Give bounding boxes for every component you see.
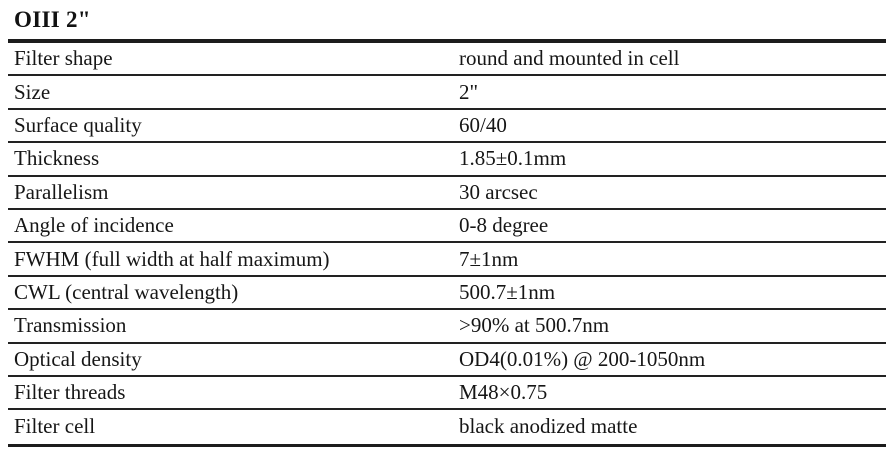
page-title: OIII 2": [14, 7, 91, 32]
spec-value: 2": [459, 79, 479, 104]
spec-label: CWL (central wavelength): [14, 279, 239, 304]
spec-label: Filter cell: [14, 414, 96, 439]
spec-value: 7±1nm: [459, 246, 519, 271]
spec-value: OD4(0.01%) @ 200-1050nm: [459, 346, 706, 371]
spec-label: Parallelism: [14, 179, 109, 204]
table-row-cwl: [8, 277, 886, 310]
spec-label: Transmission: [14, 313, 127, 338]
spec-label: Optical density: [14, 346, 142, 371]
table-row-optical-density: [8, 344, 886, 377]
spec-value: 1.85±0.1mm: [459, 146, 567, 171]
table-row-transmission: [8, 310, 886, 343]
spec-value: round and mounted in cell: [459, 46, 680, 71]
spec-label: Filter shape: [14, 46, 113, 71]
spec-value: 500.7±1nm: [459, 279, 556, 304]
table-row-filter-shape: [8, 43, 886, 76]
spec-table: [8, 39, 886, 447]
table-row-fwhm: [8, 243, 886, 276]
spec-value: M48×0.75: [459, 380, 548, 405]
table-row-angle-of-incidence: [8, 210, 886, 243]
table-row-size: [8, 76, 886, 109]
spec-label: FWHM (full width at half maximum): [14, 246, 330, 271]
spec-value: >90% at 500.7nm: [459, 313, 610, 338]
spec-label: Filter threads: [14, 380, 126, 405]
spec-label: Surface quality: [14, 112, 142, 137]
table-row-filter-threads: [8, 377, 886, 410]
spec-label: Thickness: [14, 146, 100, 171]
table-row-surface-quality: [8, 110, 886, 143]
spec-value: 60/40: [459, 112, 507, 137]
spec-label: Size: [14, 79, 51, 104]
spec-value: 30 arcsec: [459, 179, 538, 204]
table-row-parallelism: [8, 177, 886, 210]
table-row-filter-cell: [8, 410, 886, 443]
spec-value: 0-8 degree: [459, 213, 549, 238]
table-row-thickness: [8, 143, 886, 176]
spec-value: black anodized matte: [459, 414, 638, 439]
spec-label: Angle of incidence: [14, 213, 174, 238]
